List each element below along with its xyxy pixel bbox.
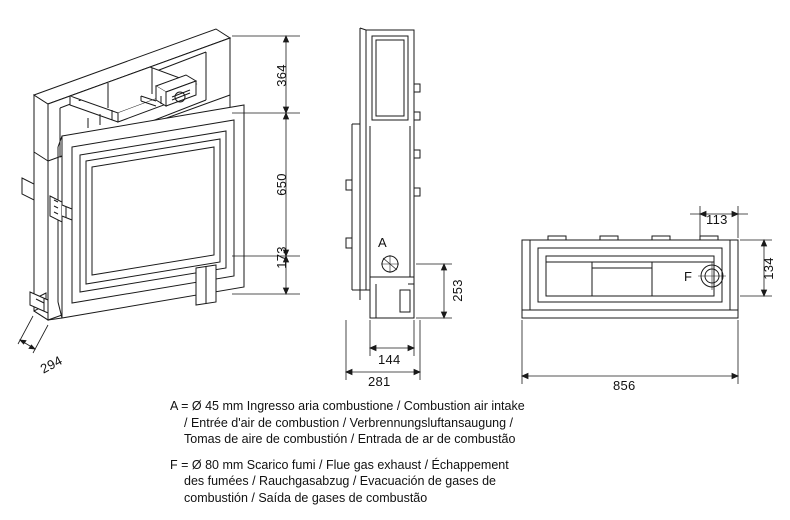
- dimension-label-364: 364: [273, 64, 289, 87]
- dimension-label-173: 173: [273, 246, 289, 269]
- dimension-label-281: 281: [368, 374, 391, 389]
- legend-line-1: A = Ø 45 mm Ingresso aria combustione / Combustion air intake: [170, 399, 525, 413]
- legend-line-4: F = Ø 80 mm Scarico fumi / Flue gas exhaust / Échappement: [170, 457, 509, 472]
- legend-line-6: combustión / Saída de gases de combustão: [184, 490, 428, 505]
- dimension-label-856: 856: [613, 378, 636, 393]
- dimension-label-650: 650: [273, 173, 289, 196]
- legend-line-2: / Entrée d'air de combustion / Verbrennungsluftansaugung /: [184, 415, 513, 430]
- callout-label-a: A: [378, 235, 387, 250]
- dimension-label-253: 253: [449, 279, 465, 302]
- dimension-label-134: 134: [760, 257, 776, 280]
- dimension-label-113: 113: [706, 212, 728, 227]
- side-section-view: [346, 28, 452, 380]
- callout-label-f: F: [684, 269, 692, 284]
- legend-line-5: des fumées / Rauchgasabzug / Evacuación de gases de: [184, 474, 497, 488]
- dimension-253: [416, 264, 452, 318]
- dimension-iso-depth: [18, 316, 48, 353]
- dimension-144: [370, 320, 414, 356]
- top-view: [522, 206, 772, 384]
- legend: [170, 398, 640, 506]
- dimension-label-144: 144: [378, 352, 401, 367]
- dimension-label-iso-depth: 294: [37, 352, 65, 377]
- dimension-856: [522, 320, 738, 384]
- legend-line-3: Tomas de aire de combustión / Entrada de ar de combustão: [184, 432, 516, 446]
- isometric-view: [18, 29, 244, 353]
